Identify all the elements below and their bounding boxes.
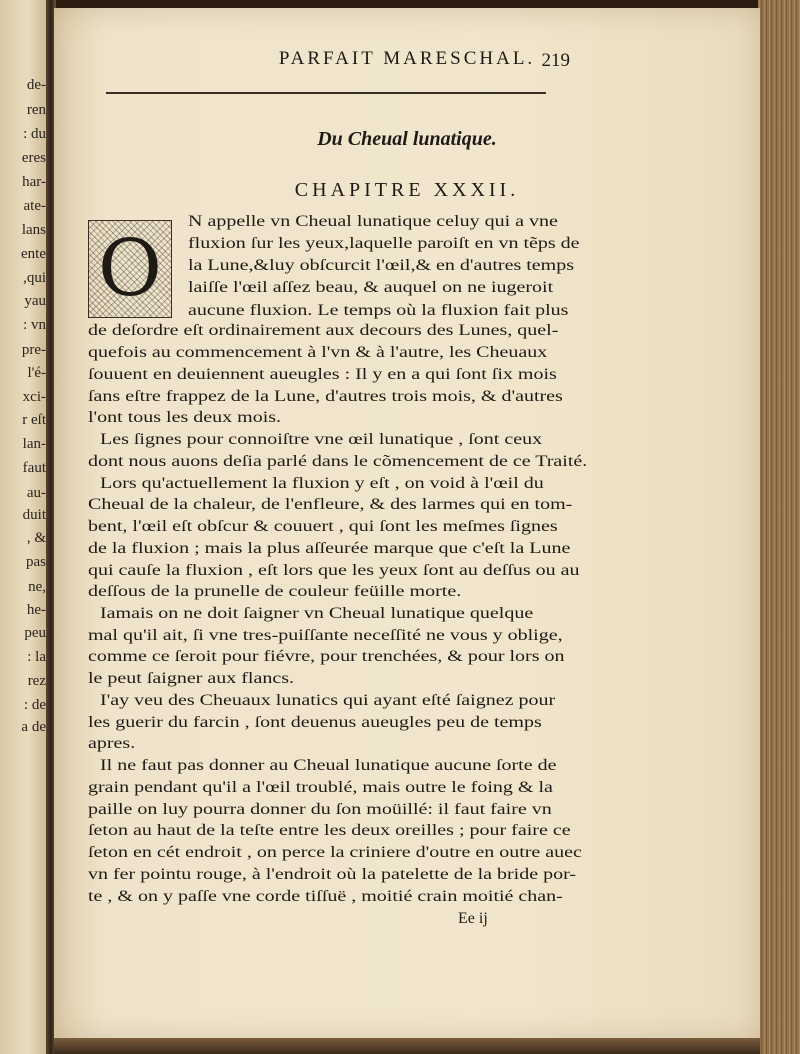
text-line: grain pendant qu'il a l'œil troublé, mais outre le foing & la	[88, 779, 553, 796]
bottom-edge	[54, 1038, 760, 1054]
left-page-fragment: l'é-	[27, 365, 46, 381]
ornamental-initial	[88, 220, 172, 318]
left-page-fragment: , &	[26, 530, 46, 546]
text-line: les guerir du farcin , ſont deuenus aueugles peu de temps	[88, 714, 542, 731]
left-page-fragment: lan-	[22, 436, 46, 452]
left-page-fragment: au-	[26, 485, 46, 501]
text-line: paille on luy pourra donner du ſon moüillé: il faut faire vn	[88, 801, 552, 818]
left-page-edge	[0, 0, 50, 1054]
left-page-fragment: : de	[23, 697, 46, 713]
left-page-fragment: eres	[21, 150, 46, 166]
text-line: dont nous auons deſia parlé dans le cõmencement de ce Traité.	[88, 453, 588, 470]
text-line: ſouuent en deuiennent aueugles : Il y en a qui ſont ſix mois	[88, 366, 557, 383]
text-line: le peut ſaigner aux flancs.	[88, 670, 295, 687]
text-line: aucune fluxion. Le temps où la fluxion fait plus	[188, 302, 569, 319]
left-page-fragment: ente	[21, 246, 46, 262]
left-page-fragment: duit	[22, 507, 46, 523]
left-page-fragment: a de	[21, 719, 46, 735]
text-line: deſſous de la prunelle de couleur feüille morte.	[88, 583, 462, 600]
chapter-title: CHAPITRE XXXII.	[294, 179, 520, 201]
left-page-fragment: : vn	[23, 317, 46, 333]
left-page-fragment: lans	[21, 222, 46, 238]
left-page-fragment: ren	[26, 102, 46, 118]
running-title: PARFAIT MARESCHAL.	[278, 48, 536, 69]
text-line: Il ne faut pas donner au Cheual lunatique aucune ſorte de	[100, 757, 557, 774]
text-line: de la fluxion ; mais la plus aſſeurée marque que c'eſt la Lune	[88, 540, 571, 557]
text-line: bent, l'œil eſt obſcur & couuert , qui ſont les meſmes ſignes	[88, 518, 558, 535]
left-page-fragment: pre-	[21, 342, 46, 358]
catchword: Ee ij	[458, 910, 488, 927]
text-line: comme ce ſeroit pour fiévre, pour trenchées, & pour lors on	[88, 648, 565, 665]
left-page-fragment: : la	[27, 649, 46, 665]
text-line: fluxion ſur les yeux,laquelle paroiſt en vn tẽps de	[188, 235, 580, 252]
left-page-fragment: ne,	[28, 579, 46, 595]
left-page-fragment: xci-	[22, 389, 46, 405]
left-page-fragment: r eſt	[22, 412, 46, 428]
text-line: mal qu'il ait, ſi vne tres-puiſſante neceſſité ne vous y oblige,	[88, 627, 563, 644]
left-page-fragment: pas	[26, 554, 46, 570]
left-page-fragment: de-	[26, 77, 46, 93]
text-line: ſans eſtre frappez de la Lune, d'autres trois mois, & d'autres	[88, 388, 563, 405]
left-page-fragment: ,qui	[23, 270, 46, 286]
text-line: I'ay veu des Cheuaux lunatics qui ayant eſté ſaignez pour	[100, 692, 556, 709]
text-line: quefois au commencement à l'vn & à l'autre, les Cheuaux	[88, 344, 548, 361]
right-page	[54, 8, 760, 1040]
text-line: laiſſe l'œil aſſez beau, & auquel on ne iugeroit	[188, 279, 554, 296]
text-line: la Lune,&luy obſcurcit l'œil,& en d'autres temps	[188, 257, 575, 274]
left-page-fragment: ate-	[23, 198, 46, 214]
left-page-fragment: peu	[24, 625, 46, 641]
text-line: qui cauſe la fluxion , eſt lors que les yeux ſont au deſſus ou au	[88, 562, 580, 579]
page-number: 219	[541, 50, 570, 71]
text-line: ſeton au haut de la teſte entre les deux oreilles ; pour faire ce	[88, 822, 571, 839]
text-line: N appelle vn Cheual lunatique celuy qui a vne	[188, 213, 558, 230]
text-line: Iamais on ne doit ſaigner vn Cheual lunatique quelque	[100, 605, 534, 622]
left-page-fragment: : du	[23, 126, 46, 142]
text-line: de deſordre eſt ordinairement aux decours des Lunes, quel-	[88, 322, 559, 339]
left-page-fragment: yau	[24, 293, 46, 309]
left-page-fragment: rez	[27, 673, 46, 689]
initial-letter: O	[98, 224, 162, 314]
left-page-fragment: he-	[26, 602, 46, 618]
text-line: te , & on y paſſe vne corde tiſſuë , moitié crain moitié chan-	[88, 888, 563, 905]
text-line: vn fer pointu rouge, à l'endroit où la patelette de la bride por-	[88, 866, 577, 883]
text-line: Les ſignes pour connoiſtre vne œil lunatique , ſont ceux	[100, 431, 543, 448]
text-line: apres.	[88, 735, 136, 752]
text-line: Cheual de la chaleur, de l'enfleure, & des larmes qui en tom-	[88, 496, 573, 513]
text-line: ſeton en cét endroit , on perce la criniere d'outre en outre auec	[88, 844, 582, 861]
text-line: l'ont tous les deux mois.	[88, 409, 282, 426]
header-rule	[106, 92, 546, 94]
page-edges	[758, 0, 800, 1054]
section-subtitle: Du Cheual lunatique.	[317, 128, 497, 150]
left-page-fragment: har-	[22, 174, 46, 190]
text-line: Lors qu'actuellement la fluxion y eſt , on void à l'œil du	[100, 475, 544, 492]
left-page-fragment: faut	[22, 460, 46, 476]
